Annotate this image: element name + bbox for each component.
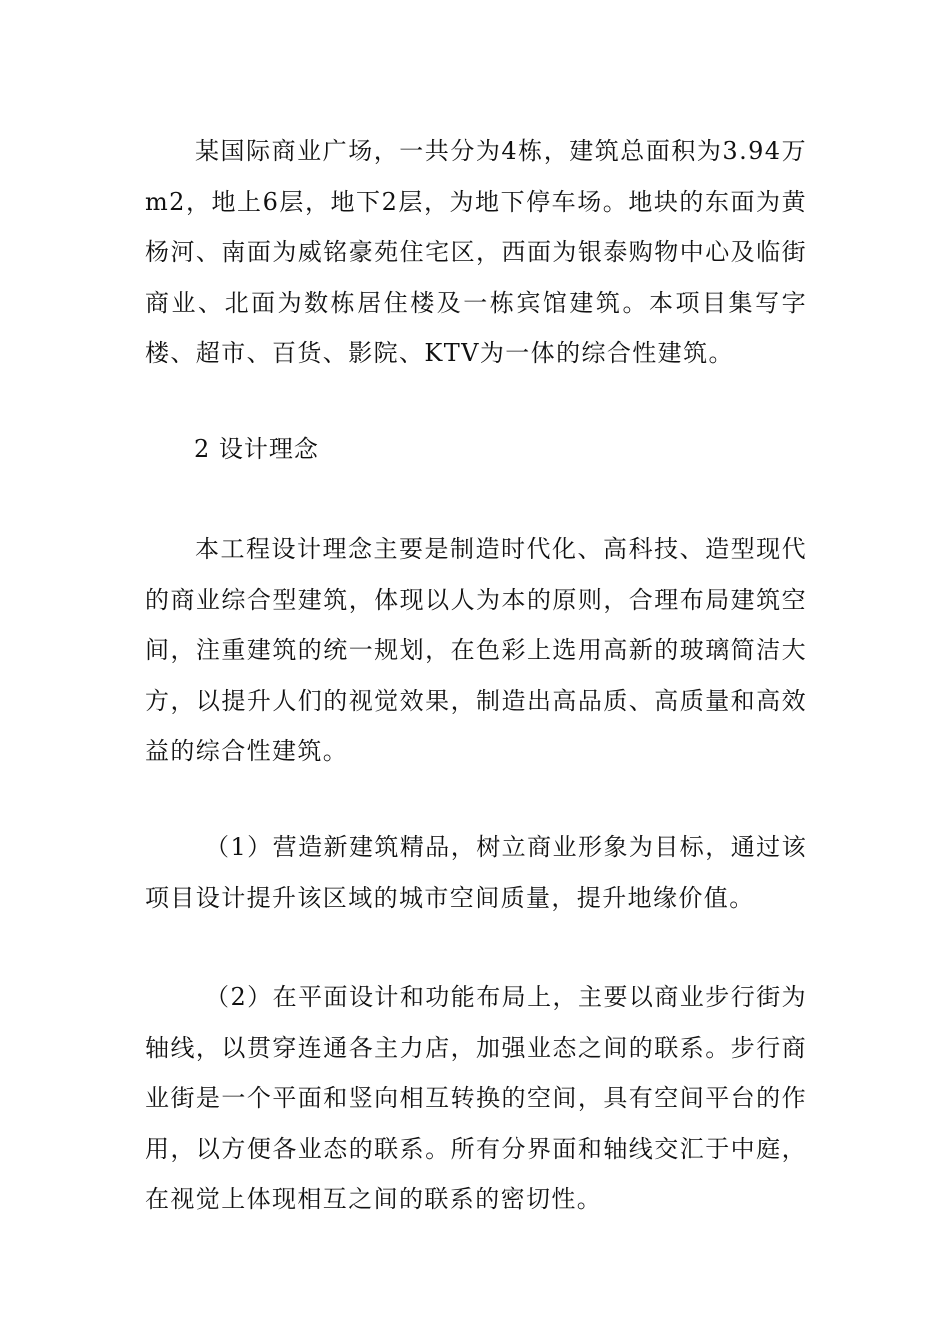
design-point-1: （1）营造新建筑精品，树立商业形象为目标，通过该项目设计提升该区域的城市空间质量，提升地缘价值。 [145,833,807,912]
design-point-2: （2）在平面设计和功能布局上，主要以商业步行街为轴线，以贯穿连通各主力店，加强业态之间的联系。步行商业街是一个平面和竖向相互转换的空间，具有空间平台的作用，以方便各业态的联系。所有分界面和轴线交汇于中庭，在视觉上体现相互之间的联系的密切性。 [145,983,807,1213]
intro-paragraph: 某国际商业广场，一共分为4栋，建筑总面积为3.94万m2，地上6层，地下2层，为地下停车场。地块的东面为黄杨河、南面为威铭豪苑住宅区，西面为银泰购物中心及临街商业、北面为数栋居住楼及一栋宾馆建筑。本项目集写字楼、超市、百货、影院、KTV为一体的综合性建筑。 [145,137,807,367]
section-heading: 2 设计理念 [194,435,319,463]
design-concept-paragraph: 本工程设计理念主要是制造时代化、高科技、造型现代的商业综合型建筑，体现以人为本的原则，合理布局建筑空间，注重建筑的统一规划，在色彩上选用高新的玻璃简洁大方，以提升人们的视觉效果，制造出高品质、高质量和高效益的综合性建筑。 [145,535,807,765]
